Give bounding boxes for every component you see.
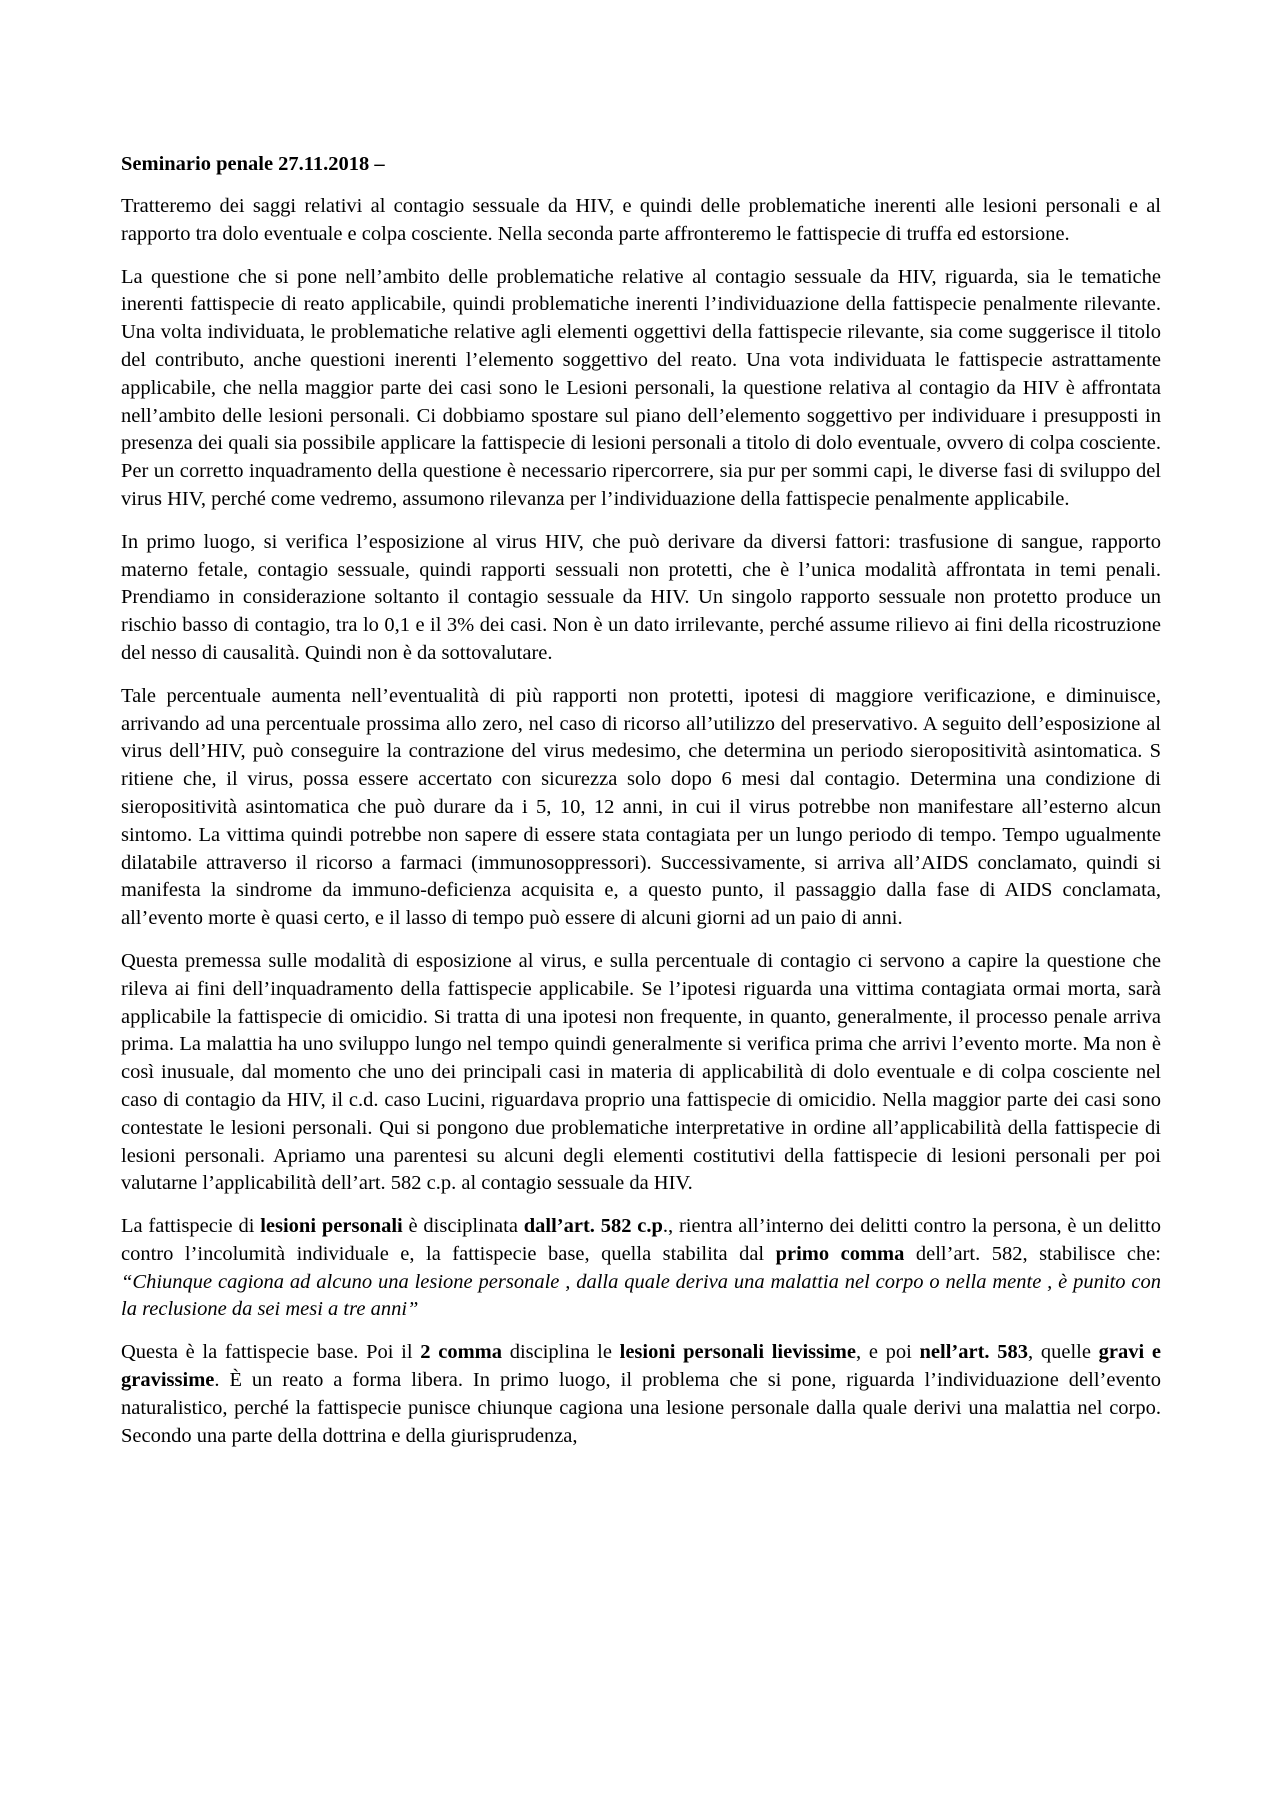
text-run: è disciplinata — [402, 1215, 524, 1238]
text-run: disciplina le — [502, 1341, 620, 1364]
text-run: ., rientra all’interno dei delitti contro la persona, è un delitto contro l’incolumità individuale e, la fattispecie base, quella stabilita dal — [121, 1215, 1161, 1265]
paragraph-art-582 — [121, 1213, 1161, 1324]
paragraph-intro: Tratteremo dei saggi relativi al contagio sessuale da HIV, e quindi delle problematiche inerenti alle lesioni personali e al rapporto tra dolo eventuale e colpa cosciente. Nella seconda parte affronteremo le fattispecie di truffa ed estorsione. — [121, 195, 1161, 245]
text-run: dell’art. 582, stabilisce che: — [904, 1242, 1161, 1265]
text-run: , quelle — [1028, 1341, 1099, 1364]
bold-term: nell’art. 583 — [919, 1341, 1029, 1364]
document-page — [121, 150, 1161, 1465]
bold-term: gravi e gravissime — [121, 1341, 1161, 1392]
text-run: Questa è la fattispecie base. Poi il — [121, 1341, 421, 1364]
bold-term: lesioni personali — [260, 1215, 403, 1238]
italic-quote: “Chiunque cagiona ad alcuno una lesione personale , dalla quale deriva una malattia nel corpo o nella mente , è punito con la reclusione da sei mesi a tre anni” — [121, 1270, 1161, 1321]
text-run: , e poi — [855, 1341, 920, 1364]
document-title: Seminario penale 27.11.2018 – — [121, 153, 385, 175]
bold-term: 2 comma — [420, 1341, 502, 1364]
text-run: . È un reato a forma libera. In primo luogo, il problema che si pone, riguarda l’individuazione dell’evento naturalistico, perché la fattispecie punisce chiunque cagiona una lesione personale dalla quale derivi una malattia nel corpo. Secondo una parte della dottrina e della giurisprudenza, — [121, 1369, 1161, 1447]
paragraph-percentuale: Tale percentuale aumenta nell’eventualità di più rapporti non protetti, ipotesi di maggiore verificazione, e diminuisce, arrivando ad una percentuale prossima allo zero, nel caso di ricorso all’utilizzo del preservativo. A seguito dell’esposizione al virus dell’HIV, può conseguire la contrazione del virus medesimo, che determina un periodo sieropositività asintomatica. S ritiene che, il virus, possa essere accertato con sicurezza solo dopo 6 mesi dal contagio. Determina una condizione di sieropositività asintomatica che può durare da i 5, 10, 12 anni, in cui il virus potrebbe non manifestare all’esterno alcun sintomo. La vittima quindi potrebbe non sapere di essere stata contagiata per un lungo periodo di tempo. Tempo ugualmente dilatabile attraverso il ricorso a farmaci (immunosoppressori). Successivamente, si arriva all’AIDS conclamato, quindi si manifesta la sindrome da immuno-deficienza acquisita e, a questo punto, il passaggio dalla fase di AIDS conclamata, all’evento morte è quasi certo, e il lasso di tempo può essere di alcuni giorni ad un paio di anni. — [121, 684, 1161, 930]
bold-term: lesioni personali lievissime — [619, 1341, 856, 1364]
paragraph-esposizione: In primo luogo, si verifica l’esposizione al virus HIV, che può derivare da diversi fattori: trasfusione di sangue, rapporto materno fetale, contagio sessuale, quindi rapporti sessuali non protetti, che è l’unica modalità affrontata in temi penali. Prendiamo in considerazione soltanto il contagio sessuale da HIV. Un singolo rapporto sessuale non protetto produce un rischio basso di contagio, tra lo 0,1 e il 3% dei casi. Non è un dato irrilevante, perché assume rilievo ai fini della ricostruzione del nesso di causalità. Quindi non è da sottovalutare. — [121, 530, 1161, 664]
paragraph-premessa: Questa premessa sulle modalità di esposizione al virus, e sulla percentuale di contagio ci servono a capire la questione che rileva ai fini dell’inquadramento della fattispecie applicabile. Se l’ipotesi riguarda una vittima contagiata ormai morta, sarà applicabile la fattispecie di omicidio. Si tratta di una ipotesi non frequente, in quanto, generalmente, il processo penale arriva prima. La malattia ha uno sviluppo lungo nel tempo quindi generalmente si verifica prima che arrivi l’evento morte. Ma non è così inusuale, dal momento che uno dei principali casi in materia di applicabilità di dolo eventuale e di colpa cosciente nel caso di contagio da HIV, il c.d. caso Lucini, riguardava proprio una fattispecie di omicidio. Nella maggior parte dei casi sono contestate le lesioni personali. Qui si pongono due problematiche interpretative in ordine all’applicabilità della fattispecie di lesioni personali. Apriamo una parentesi su alcuni degli elementi costitutivi della fattispecie di lesioni personali per poi valutarne l’applicabilità dell’art. 582 c.p. al contagio sessuale da HIV. — [121, 949, 1161, 1195]
paragraph-questione: La questione che si pone nell’ambito delle problematiche relative al contagio sessuale da HIV, riguarda, sia le tematiche inerenti fattispecie di reato applicabile, quindi problematiche inerenti l’individuazione della fattispecie penalmente rilevante. Una volta individuata, le problematiche relative agli elementi oggettivi della fattispecie rilevante, sia come suggerisce il titolo del contributo, anche questioni inerenti l’elemento soggettivo del reato. Una vota individuata le fattispecie astrattamente applicabile, che nella maggior parte dei casi sono le Lesioni personali, la questione relativa al contagio da HIV è affrontata nell’ambito delle lesioni personali. Ci dobbiamo spostare sul piano dell’elemento soggettivo per individuare i presupposti in presenza dei quali sia possibile applicare la fattispecie di lesioni personali a titolo di dolo eventuale, ovvero di colpa cosciente. Per un corretto inquadramento della questione è necessario ripercorrere, sia pur per sommi capi, le diverse fasi di sviluppo del virus HIV, perché come vedremo, assumono rilevanza per l’individuazione della fattispecie penalmente applicabile. — [121, 265, 1161, 510]
text-run: La fattispecie di — [121, 1215, 261, 1238]
bold-term: dall’art. 582 c.p — [523, 1215, 663, 1238]
bold-term: primo comma — [775, 1242, 905, 1265]
paragraph-fattispecie-base — [121, 1339, 1161, 1450]
